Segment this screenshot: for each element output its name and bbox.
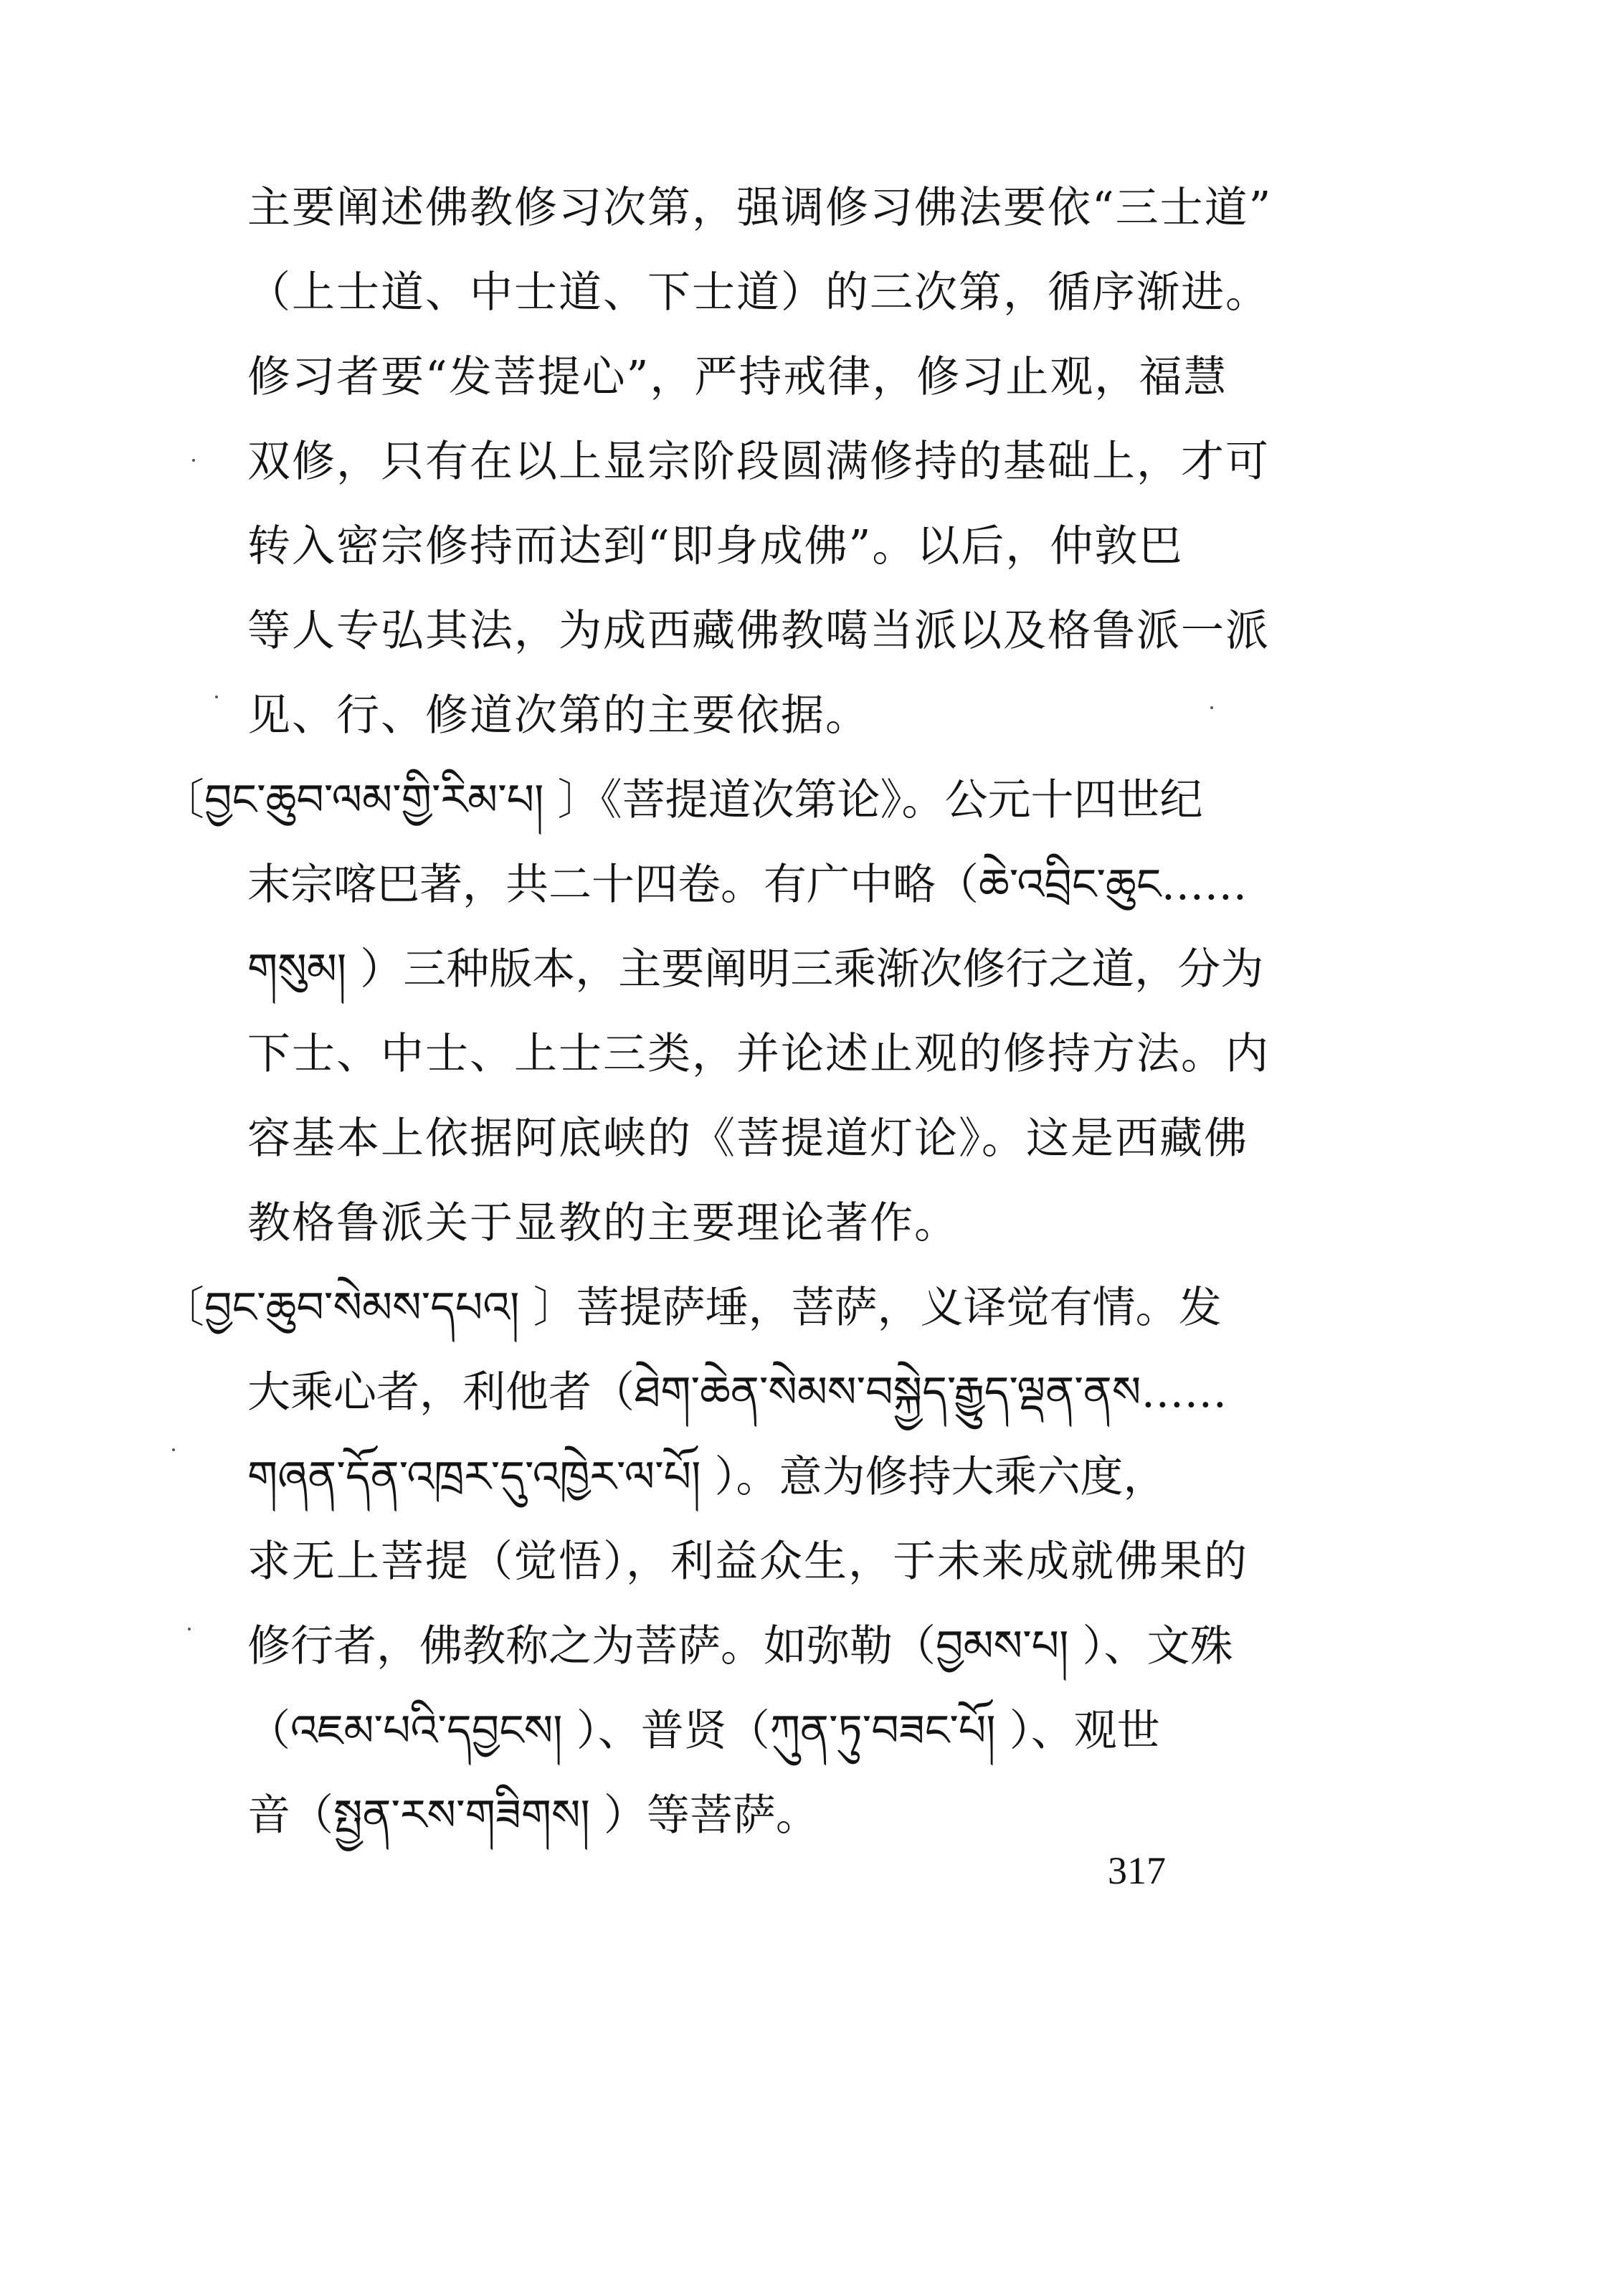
text-line: 大乘心者，利他者（ཐེག་ཆེན་སེམས་བསྐྱེད་རྒྱུད་ལྡན་ནས…… xyxy=(247,1367,1228,1418)
text-line: 修习者要“发菩提心”，严持戒律，修习止观，福慧 xyxy=(247,352,1228,402)
text-line: 主要阐述佛教修习次第，强调修习佛法要依“三士道” xyxy=(247,183,1273,233)
text-line: 双修，只有在以上显宗阶段圆满修持的基础上，才可 xyxy=(247,437,1270,487)
glossary-entry-heading: 〔བྱང་ཆུབ་ལམ་གྱི་རིམ་པ། 〕《菩提道次第论》。公元十四世纪 xyxy=(161,775,1203,825)
text-line: （འཇམ་པའི་དབྱངས། ）、普贤（ཀུན་ཏུ་བཟང་པོ། ）、观世 xyxy=(247,1706,1160,1756)
glossary-entry-heading: 〔བྱང་ཆུབ་སེམས་དཔའ། 〕菩提萨埵，菩萨，义译觉有情。发 xyxy=(161,1283,1222,1333)
text-line: （上士道、中士道、下士道）的三次第，循序渐进。 xyxy=(247,267,1270,318)
text-line: 音（སྤྱན་རས་གཟིགས། ）等菩萨。 xyxy=(247,1790,819,1841)
text-line: 见、行、修道次第的主要依据。 xyxy=(247,690,870,741)
text-line: གསུམ། ）三种版本，主要阐明三乘渐次修行之道，分为 xyxy=(247,944,1264,994)
text-line: 教格鲁派关于显教的主要理论著作。 xyxy=(247,1198,959,1248)
scan-speck xyxy=(1210,706,1213,709)
text-line: 求无上菩提（觉悟），利益众生，于未来成就佛果的 xyxy=(247,1537,1248,1587)
text-line: 下士、中士、上士三类，并论述止观的修持方法。内 xyxy=(247,1029,1270,1079)
scan-speck xyxy=(188,1628,191,1630)
text-line: 修行者，佛教称之为菩萨。如弥勒（བྱམས་པ། ）、文殊 xyxy=(247,1621,1233,1671)
text-line: གཞན་དོན་འཁྲར་དུ་འཁྱེར་ལ་པོ། ）。意为修持大乘六度， xyxy=(247,1452,1167,1502)
text-line: 容基本上依据阿底峡的《菩提道灯论》。这是西藏佛 xyxy=(247,1114,1248,1164)
scan-speck xyxy=(215,696,218,698)
scan-speck xyxy=(192,459,195,462)
text-line: 转入密宗修持而达到“即身成佛”。以后，仲敦巴 xyxy=(247,521,1184,571)
text-line: 末宗喀巴著，共二十四卷。有广中略（ཆེ་འབྲིང་ཆུང…… xyxy=(247,860,1248,910)
text-line: 等人专弘其法，为成西藏佛教噶当派以及格鲁派一派 xyxy=(247,606,1270,656)
page-number: 317 xyxy=(1108,1849,1166,1892)
scan-speck xyxy=(172,1448,175,1451)
